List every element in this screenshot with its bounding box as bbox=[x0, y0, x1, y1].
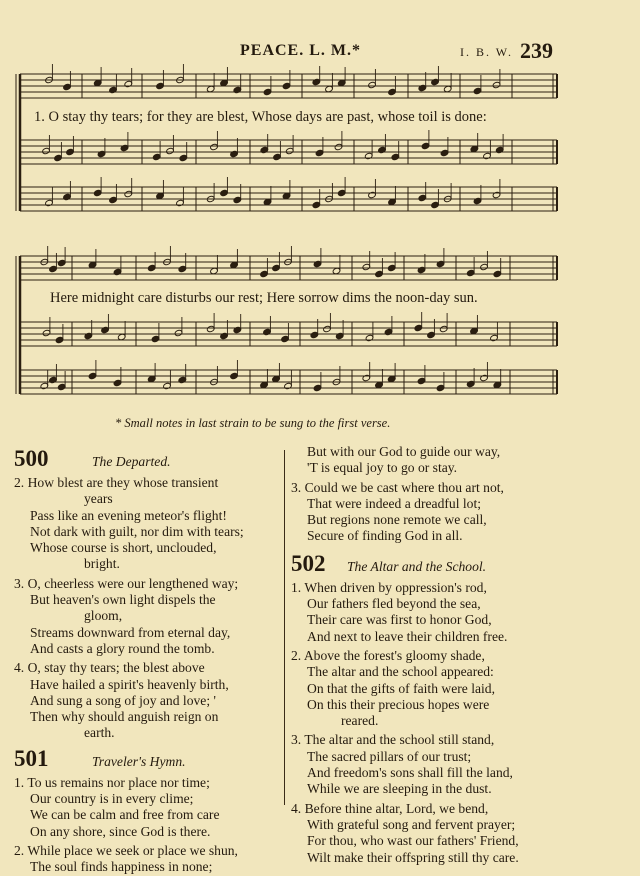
verse-line: Whose course is short, unclouded, bbox=[30, 540, 217, 556]
column-divider bbox=[284, 450, 285, 805]
verse-line: Their care was first to honor God, bbox=[307, 612, 492, 628]
page-number: 239 bbox=[520, 38, 553, 63]
verse-line: We can be calm and free from care bbox=[30, 807, 220, 823]
verse-line: Our fathers fled beyond the sea, bbox=[307, 596, 481, 612]
verse-line: Not dark with guilt, nor dim with tears; bbox=[30, 523, 244, 539]
hymn-number: 500 bbox=[14, 446, 49, 471]
verse-line: 1. To us remains nor place nor time; bbox=[14, 774, 210, 790]
verse-line: For thou, who wast our fathers' Friend, bbox=[307, 833, 519, 849]
stanza bbox=[291, 480, 621, 545]
hymn-title: The Departed. bbox=[92, 454, 171, 469]
stanza bbox=[14, 475, 284, 573]
verse-line: On that the gifts of faith were laid, bbox=[307, 680, 495, 696]
stanza bbox=[291, 580, 621, 645]
verse-line: The sacred pillars of our trust; bbox=[307, 748, 472, 764]
verse-line: Streams downward from eternal day, bbox=[30, 624, 231, 640]
verse-line: But with our God to guide our way, bbox=[307, 444, 501, 459]
verse-line: 2. While place we seek or place we shun, bbox=[14, 842, 238, 858]
verse-line: The soul finds happiness in none; bbox=[30, 859, 213, 875]
lyric-line-1: 1. O stay thy tears; for they are blest, Whose days are past, whose toil is done: bbox=[34, 109, 487, 125]
verse-line: And sung a song of joy and love; ' bbox=[30, 692, 216, 708]
verse-line: Then why should anguish reign on bbox=[30, 709, 219, 725]
verse-line: While we are sleeping in the dust. bbox=[307, 781, 492, 797]
score-footnote: * Small notes in last strain to be sung to the first verse. bbox=[115, 416, 391, 430]
verse-line: reared. bbox=[341, 713, 379, 729]
verse-line: That were indeed a dreadful lot; bbox=[307, 495, 481, 511]
verse-line: And casts a glory round the tomb. bbox=[30, 640, 215, 656]
verse-line: gloom, bbox=[84, 608, 123, 624]
verse-line: 1. When driven by oppression's rod, bbox=[291, 579, 487, 595]
tune-title: PEACE. L. M.* bbox=[240, 42, 361, 59]
right-column bbox=[291, 444, 621, 866]
stanza bbox=[291, 801, 621, 866]
composer-initials: I. B. W. bbox=[460, 45, 514, 59]
verse-line: earth. bbox=[84, 725, 115, 741]
stanza bbox=[14, 843, 284, 876]
verse-line: With grateful song and fervent prayer; bbox=[307, 816, 516, 832]
stanza bbox=[291, 732, 621, 797]
verse-line: And freedom's sons shall fill the land, bbox=[307, 765, 513, 781]
stanza bbox=[291, 444, 621, 477]
verse-line: Have hailed a spirit's heavenly birth, bbox=[30, 676, 229, 692]
verse-line: 2. How blest are they whose transient bbox=[14, 475, 219, 490]
verse-line: 'T is equal joy to go or stay. bbox=[307, 460, 458, 476]
hymn-title: Traveler's Hymn. bbox=[92, 753, 186, 769]
verse-line: But regions none remote we call, bbox=[307, 512, 487, 528]
hymn-number: 501 bbox=[14, 745, 49, 771]
verse-line: 3. O, cheerless were our lengthened way; bbox=[14, 575, 239, 591]
stanza bbox=[14, 576, 284, 657]
verse-line: On this their precious hopes were bbox=[307, 696, 490, 712]
verse-line: 3. The altar and the school still stand, bbox=[291, 732, 495, 748]
stanza bbox=[14, 660, 284, 741]
verse-line: 4. Before thine altar, Lord, we bend, bbox=[291, 800, 489, 816]
verse-line: Pass like an evening meteor's flight! bbox=[30, 507, 227, 523]
verse-line: 3. Could we be cast where thou art not, bbox=[291, 479, 504, 495]
verse-line: 4. O, stay thy tears; the blest above bbox=[14, 660, 205, 676]
hymn-title: The Altar and the School. bbox=[347, 558, 487, 574]
verse-line: And next to leave their children free. bbox=[307, 628, 508, 644]
verse-line: But heaven's own light dispels the bbox=[30, 592, 216, 608]
hymn-header-502 bbox=[291, 551, 621, 577]
hymn-header-500 bbox=[14, 446, 284, 472]
verse-line: Our country is in every clime; bbox=[30, 791, 194, 807]
verse-line: bright. bbox=[84, 556, 120, 572]
verse-line: On any shore, since God is there. bbox=[30, 823, 211, 839]
stanza bbox=[291, 648, 621, 729]
left-column bbox=[14, 444, 284, 876]
hymn-header-501 bbox=[14, 746, 284, 772]
hymn-number: 502 bbox=[291, 550, 326, 576]
verse-line: Secure of finding God in all. bbox=[307, 528, 463, 544]
verse-line: Wilt make their offspring still thy care. bbox=[307, 849, 519, 865]
music-score bbox=[0, 0, 640, 420]
verse-line: 2. Above the forest's gloomy shade, bbox=[291, 647, 485, 663]
lyric-line-2: Here midnight care disturbs our rest; Here sorrow dims the noon-day sun. bbox=[50, 290, 478, 306]
verse-line: The altar and the school appeared: bbox=[307, 664, 494, 680]
stanza bbox=[14, 775, 284, 840]
verse-line: years bbox=[84, 491, 113, 507]
